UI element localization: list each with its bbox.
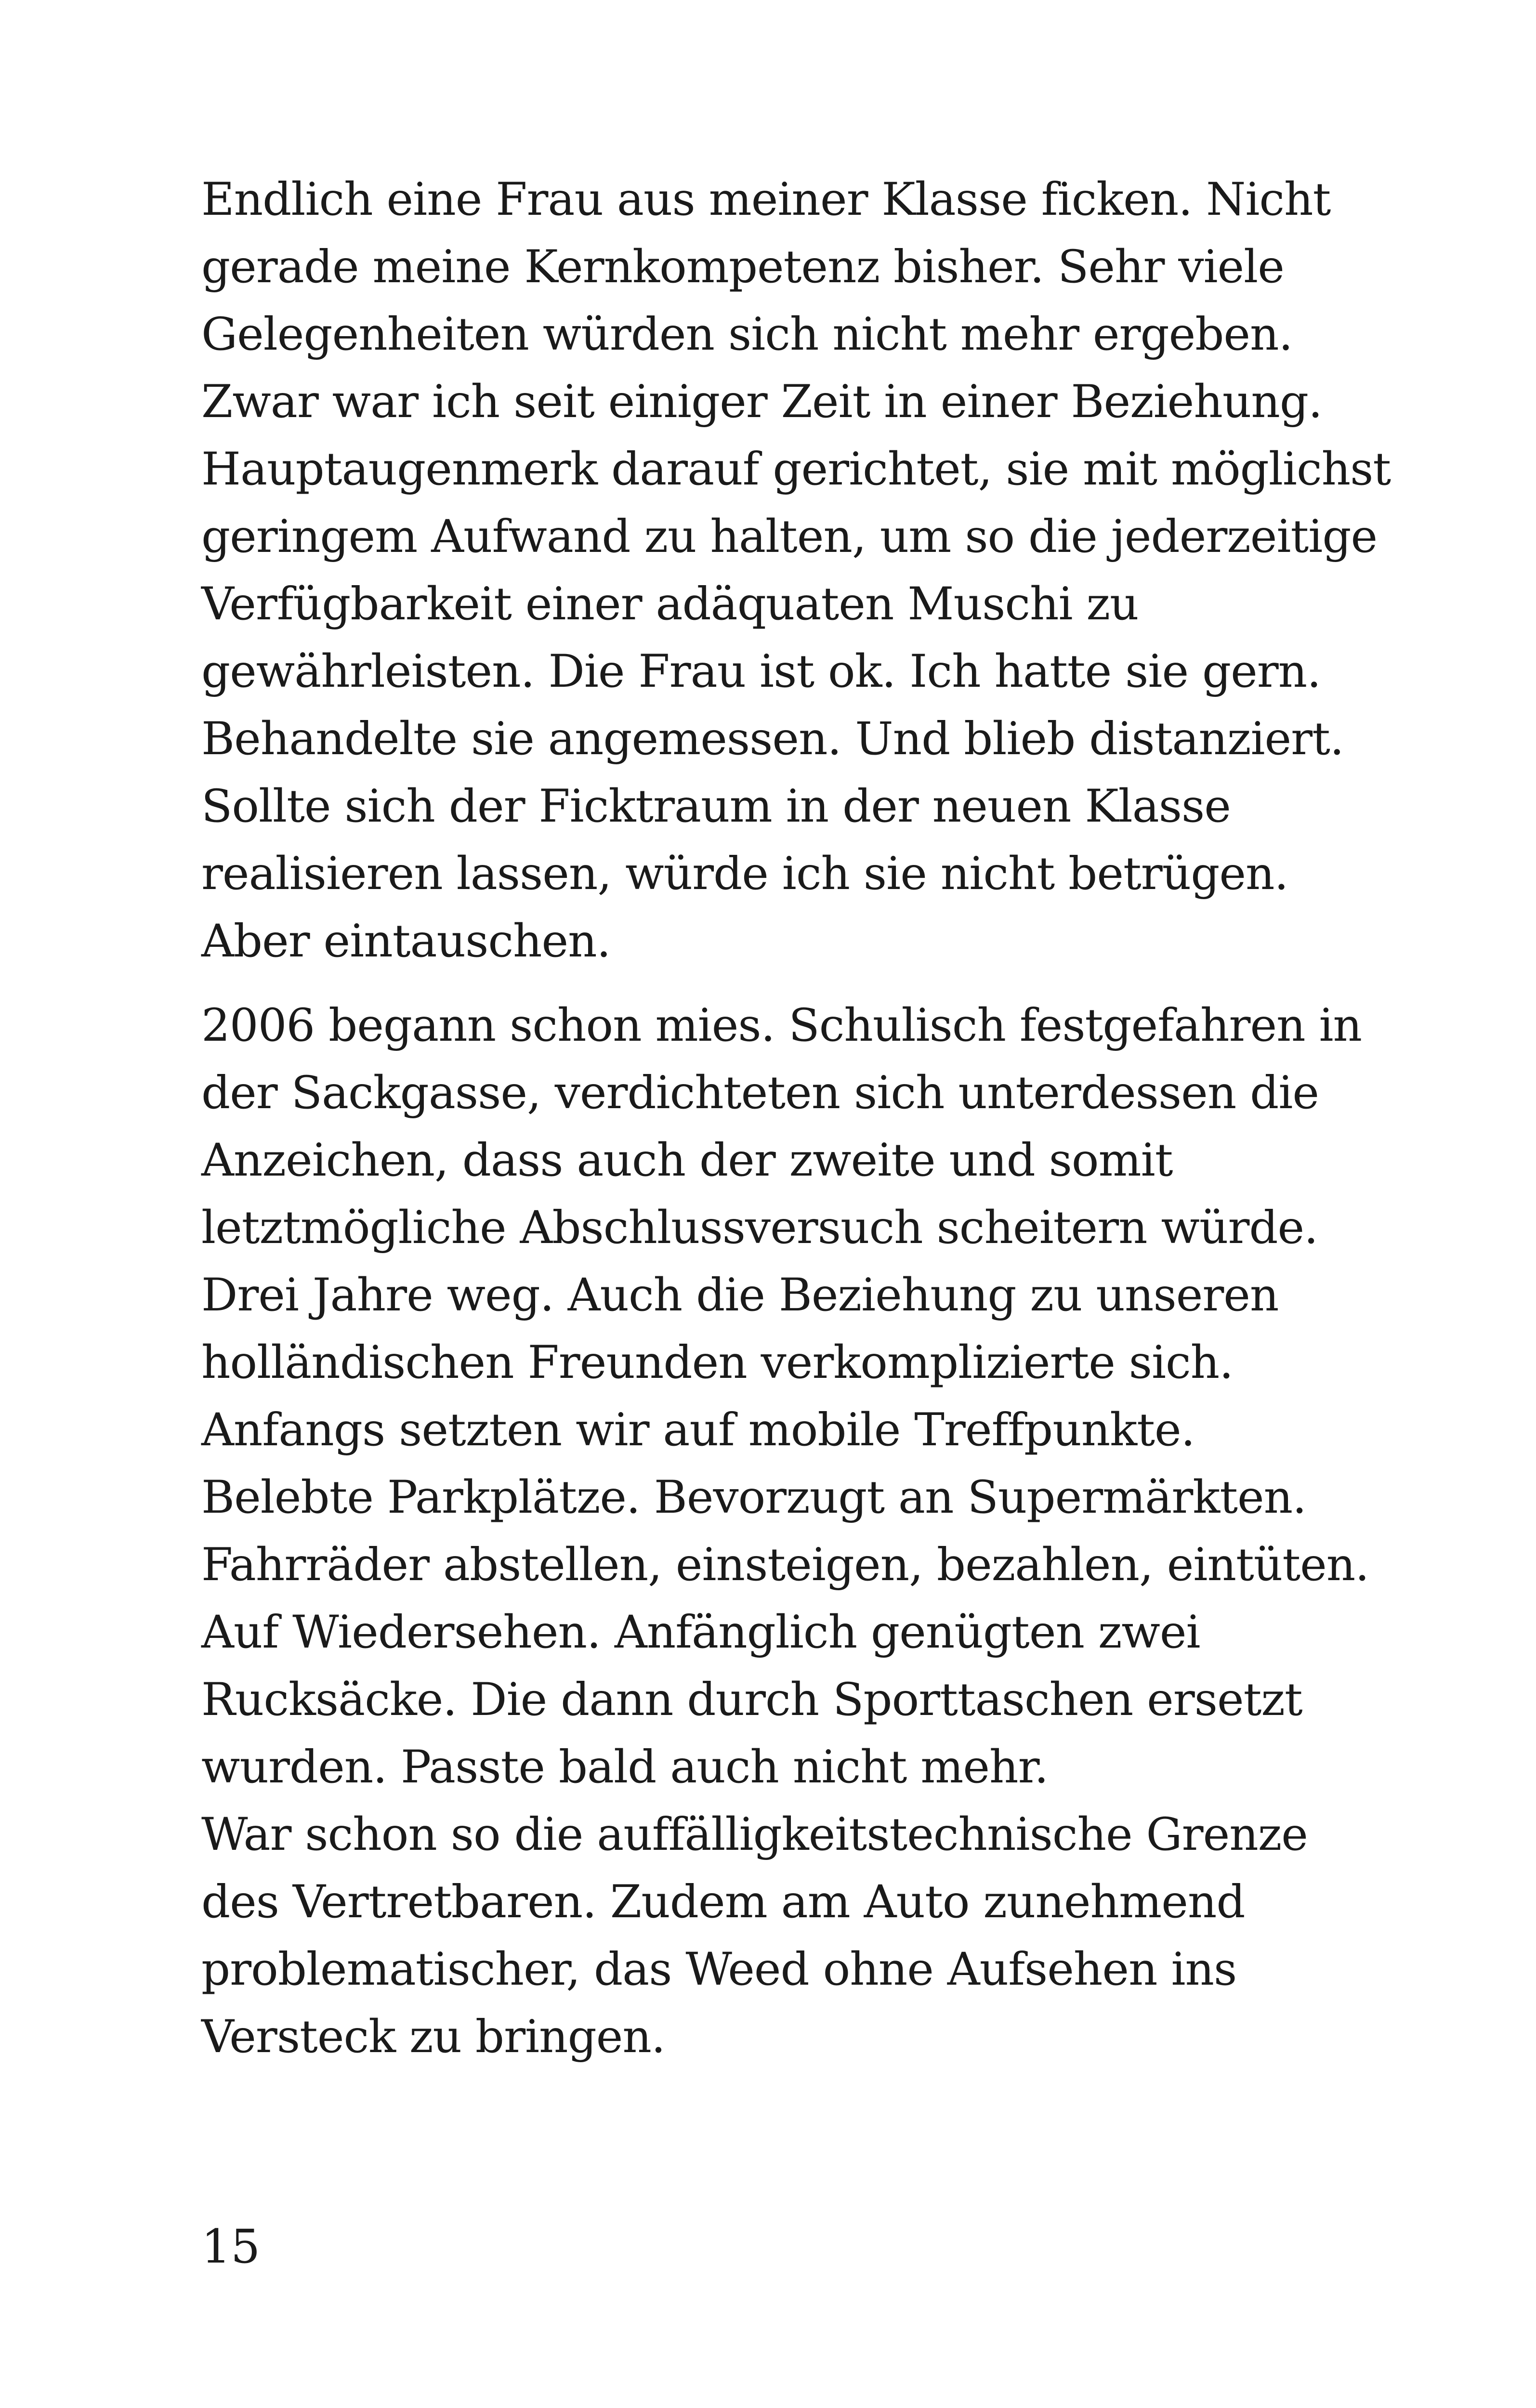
text-line: holländischen Freunden verkomplizierte sich.	[201, 1336, 1234, 1389]
text-line: Belebte Parkplätze. Bevorzugt an Supermärkten.	[201, 1471, 1307, 1524]
text-line: Sollte sich der Ficktraum in der neuen Klasse	[201, 780, 1231, 833]
text-body	[201, 166, 1391, 2071]
text-line: Zwar war ich seit einiger Zeit in einer Beziehung.	[201, 376, 1322, 428]
text-line: War schon so die auffälligkeitstechnische Grenze	[201, 1808, 1308, 1861]
text-line: letztmögliche Abschlussversuch scheitern würde.	[201, 1202, 1318, 1254]
text-line: realisieren lassen, würde ich sie nicht betrügen.	[201, 848, 1288, 900]
text-line: Auf Wiedersehen. Anfänglich genügten zwei	[201, 1606, 1200, 1659]
text-line: Fahrräder abstellen, einsteigen, bezahlen, eintüten.	[201, 1539, 1369, 1591]
text-line: wurden. Passte bald auch nicht mehr.	[201, 1741, 1049, 1793]
text-line: Anzeichen, dass auch der zweite und somit	[201, 1134, 1173, 1187]
paragraph-1	[201, 166, 1391, 975]
text-line: Aber eintauschen.	[201, 915, 611, 968]
text-line: gerade meine Kernkompetenz bisher. Sehr viele	[201, 241, 1284, 293]
text-line: Endlich eine Frau aus meiner Klasse ficken. Nicht	[201, 173, 1331, 226]
text-line: geringem Aufwand zu halten, um so die jederzeitige	[201, 510, 1378, 563]
text-line: Gelegenheiten würden sich nicht mehr ergeben.	[201, 308, 1293, 361]
text-line: der Sackgasse, verdichteten sich unterdessen die	[201, 1067, 1319, 1119]
text-line: Verfügbarkeit einer adäquaten Muschi zu	[201, 578, 1139, 630]
text-line: Rucksäcke. Die dann durch Sporttaschen ersetzt	[201, 1674, 1302, 1726]
text-line: gewährleisten. Die Frau ist ok. Ich hatte sie gern.	[201, 645, 1321, 698]
text-line: des Vertretbaren. Zudem am Auto zunehmend	[201, 1876, 1245, 1928]
paragraph-spacer	[201, 975, 1338, 992]
text-line: Drei Jahre weg. Auch die Beziehung zu unseren	[201, 1269, 1279, 1322]
text-line: 2006 begann schon mies. Schulisch festgefahren in	[201, 999, 1362, 1052]
page-number: 15	[201, 2220, 261, 2274]
text-line: Anfangs setzten wir auf mobile Treffpunkte.	[201, 1404, 1195, 1456]
text-line: problematischer, das Weed ohne Aufsehen ins	[201, 1943, 1237, 1996]
text-line: Hauptaugenmerk darauf gerichtet, sie mit möglichst	[201, 443, 1391, 496]
text-line: Behandelte sie angemessen. Und blieb distanziert.	[201, 713, 1344, 765]
text-line: Versteck zu bringen.	[201, 2011, 665, 2063]
paragraph-2	[201, 992, 1369, 2071]
